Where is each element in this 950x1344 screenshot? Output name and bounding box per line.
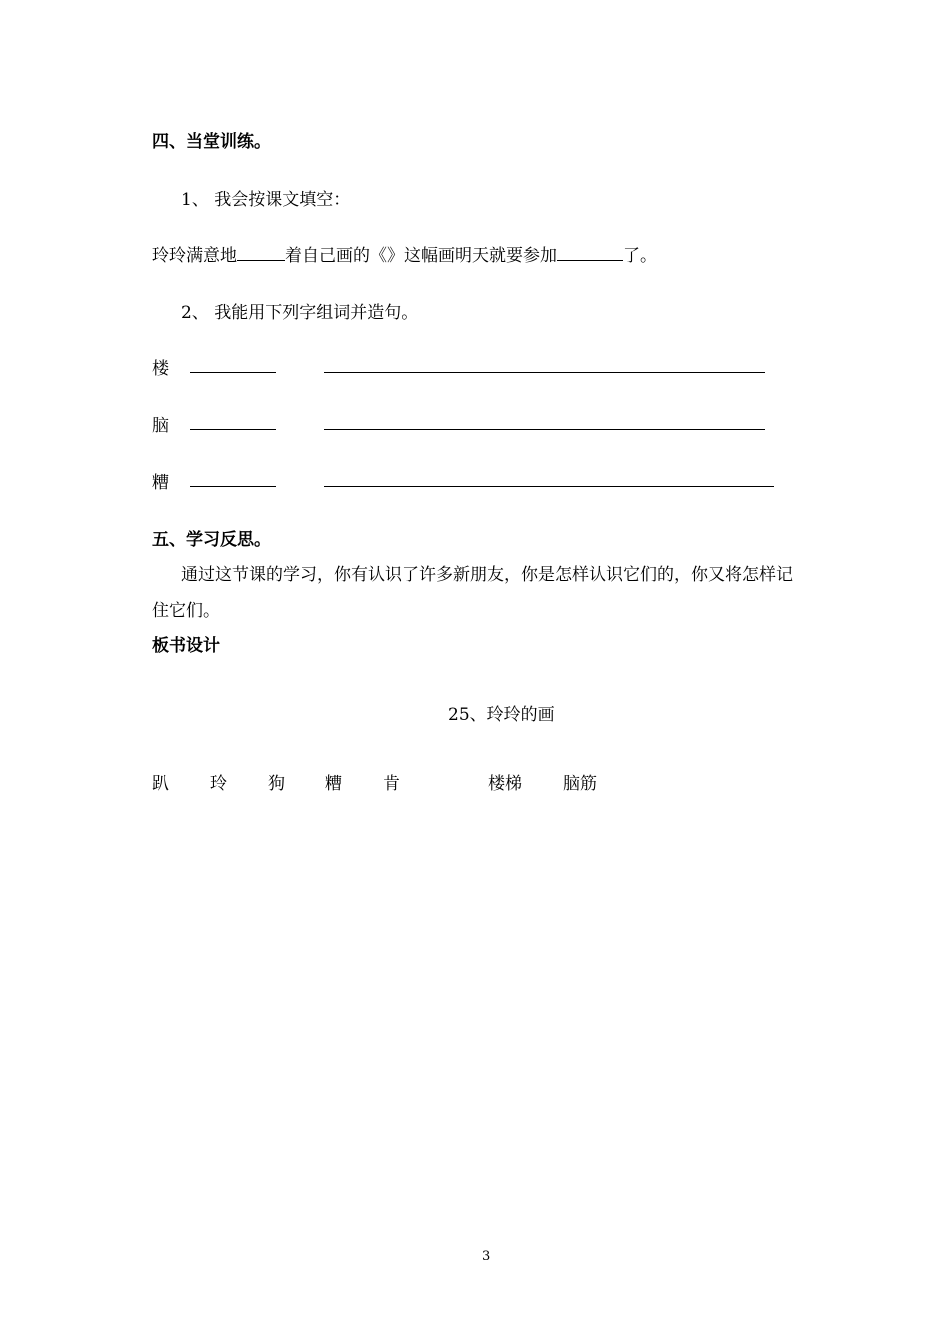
fill-part-1: 玲玲满意地 bbox=[152, 246, 237, 266]
reflection-line-1: 通过这节课的学习，你有认识了许多新朋友，你是怎样认识它们的，你又将怎样记 bbox=[181, 565, 793, 585]
board-char: 玲 bbox=[210, 774, 227, 794]
reflection-line-2: 住它们。 bbox=[152, 601, 220, 621]
sentence-blank-nao[interactable] bbox=[324, 429, 765, 430]
word-blank-lou[interactable] bbox=[190, 372, 276, 373]
board-word: 脑筋 bbox=[563, 774, 597, 794]
char-nao: 脑 bbox=[152, 416, 169, 436]
question-1: 1、 我会按课文填空： bbox=[181, 190, 351, 210]
question-2: 2、 我能用下列字组词并造句。 bbox=[181, 303, 419, 323]
board-char: 趴 bbox=[152, 774, 169, 794]
fill-part-3: 了。 bbox=[623, 246, 657, 266]
page-number: 3 bbox=[482, 1249, 491, 1264]
board-heading: 板书设计 bbox=[152, 636, 220, 656]
fill-part-2: 着自己画的《》这幅画明天就要参加 bbox=[285, 246, 557, 266]
fill-in-sentence bbox=[152, 241, 657, 266]
board-char: 狗 bbox=[268, 774, 285, 794]
word-blank-zao[interactable] bbox=[190, 486, 276, 487]
board-title: 25、玲玲的画 bbox=[448, 705, 555, 725]
fill-blank-2[interactable] bbox=[557, 246, 623, 261]
sentence-blank-zao[interactable] bbox=[324, 486, 774, 487]
char-lou: 楼 bbox=[152, 359, 169, 379]
board-char: 糟 bbox=[325, 774, 342, 794]
fill-blank-1[interactable] bbox=[237, 246, 285, 261]
section4-heading: 四、当堂训练。 bbox=[152, 132, 271, 152]
sentence-blank-lou[interactable] bbox=[324, 372, 765, 373]
word-blank-nao[interactable] bbox=[190, 429, 276, 430]
board-char: 肯 bbox=[383, 774, 400, 794]
board-word: 楼梯 bbox=[488, 774, 522, 794]
section5-heading: 五、学习反思。 bbox=[152, 530, 271, 550]
char-zao: 糟 bbox=[152, 473, 169, 493]
